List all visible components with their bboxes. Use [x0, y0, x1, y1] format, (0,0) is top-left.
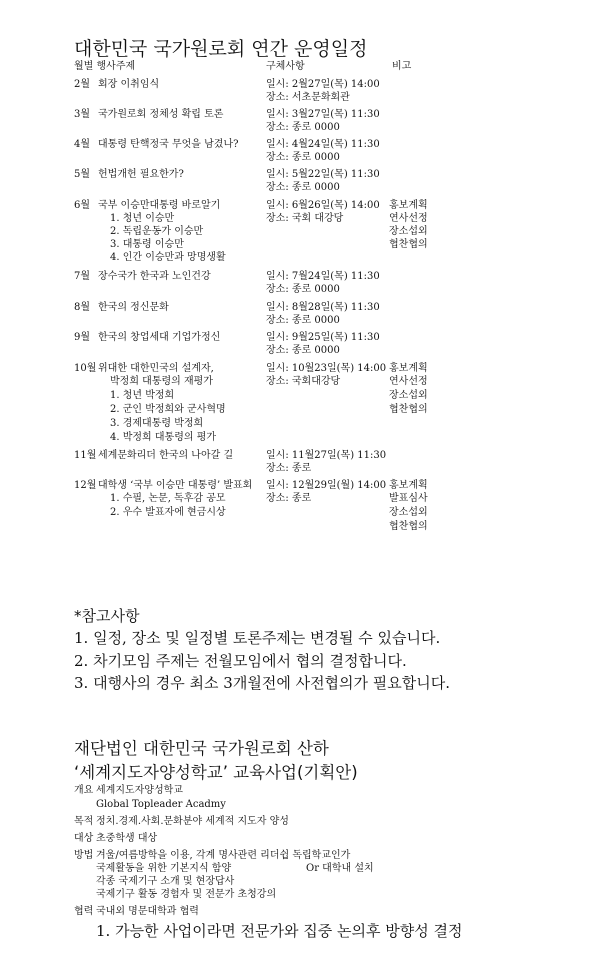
row-month: 9월	[74, 332, 91, 343]
row-subitem: 2. 우수 발표자에 현금시상	[110, 507, 226, 518]
reference-item: 2. 차기모임 주제는 전월모임에서 협의 결정합니다.	[74, 652, 407, 670]
row-venue: 장소: 종로 0000	[266, 284, 340, 295]
purpose-label: 목적	[74, 816, 94, 827]
row-note: 홍보계획	[389, 363, 428, 374]
row-topic: 회장 이취임식	[98, 79, 160, 90]
row-subitem: 2. 독립운동가 이승만	[110, 226, 204, 237]
row-topic: 국가원로회 정체성 확립 토론	[98, 109, 224, 120]
row-note: 연사선정	[389, 376, 428, 387]
row-subitem: 2. 군인 박정희와 군사혁명	[110, 404, 226, 415]
method-line: 국제기구 활동 경험자 및 전문가 초청강의	[96, 889, 277, 900]
row-datetime: 일시: 4월24일(목) 11:30	[266, 139, 380, 150]
cooperation-value: 국내외 명문대학과 협력	[96, 906, 199, 917]
row-month: 12월	[74, 480, 97, 491]
program-title-line1: 재단법인 대한민국 국가원로회 산하	[74, 739, 329, 758]
row-topic: 대통령 탄핵정국 무엇을 남겼나?	[98, 139, 239, 150]
row-topic: 대학생 ‘국부 이승만 대통령’ 발표회	[98, 480, 253, 491]
row-subitem: 1. 청년 박정희	[110, 390, 175, 401]
row-datetime: 일시: 6월26일(목) 14:00	[266, 200, 380, 211]
row-subitem: 4. 박정희 대통령의 평가	[110, 432, 217, 443]
row-note: 홍보계획	[389, 200, 428, 211]
final-note: 1. 가능한 사업이라면 전문가와 집중 논의후 방향성 결정	[96, 922, 463, 940]
row-note: 장소섭외	[389, 390, 428, 401]
overview-english: Global Topleader Acadmy	[96, 799, 226, 810]
row-month: 3월	[74, 109, 91, 120]
row-datetime: 일시: 11월27일(목) 11:30	[266, 450, 387, 461]
header-month-event: 월별 행사주제	[74, 61, 136, 72]
row-note: 홍보계획	[389, 480, 428, 491]
row-note: 발표심사	[389, 493, 428, 504]
row-month: 6월	[74, 200, 91, 211]
row-month: 4월	[74, 139, 91, 150]
overview-label: 개요	[74, 785, 94, 796]
row-venue: 장소: 서초문화회관	[266, 92, 350, 103]
row-topic: 위대한 대한민국의 설계자,	[98, 363, 214, 374]
row-note: 연사선정	[389, 213, 428, 224]
references-heading: *참고사항	[74, 607, 140, 625]
program-title-line2: ‘세계지도자양성학교’ 교육사업(기획안)	[74, 763, 358, 782]
row-subitem: 1. 청년 이승만	[110, 213, 175, 224]
schedule-title: 대한민국 국가원로회 연간 운영일정	[74, 38, 368, 60]
row-subitem: 4. 인간 이승만과 망명생활	[110, 252, 226, 263]
row-subitem: 3. 대통령 이승만	[110, 239, 184, 250]
row-month: 11월	[74, 450, 97, 461]
reference-item: 1. 일정, 장소 및 일정별 토론주제는 변경될 수 있습니다.	[74, 629, 441, 647]
row-datetime: 일시: 7월24일(목) 11:30	[266, 271, 380, 282]
row-venue: 장소: 종로 0000	[266, 152, 340, 163]
row-month: 7월	[74, 271, 91, 282]
target-value: 초중학생 대상	[96, 833, 158, 844]
method-value: 겨울/여름방학을 이용, 각계 명사관련 리더쉽 독립학교인가	[96, 850, 351, 861]
row-subitem: 3. 경제대통령 박정희	[110, 418, 204, 429]
method-line: 국제활동을 위한 기본지식 함양	[96, 863, 232, 874]
row-month: 8월	[74, 302, 91, 313]
row-topic: 헌법개헌 필요한가?	[98, 169, 184, 180]
row-venue: 장소: 종로	[266, 493, 312, 504]
reference-item: 3. 대행사의 경우 최소 3개월전에 사전협의가 필요합니다.	[74, 674, 451, 692]
row-note: 장소섭외	[389, 507, 428, 518]
header-detail: 구체사항	[266, 61, 305, 72]
row-datetime: 일시: 5월22일(목) 11:30	[266, 169, 380, 180]
row-note: 장소섭외	[389, 226, 428, 237]
method-label: 방법	[74, 850, 94, 861]
row-subitem: 1. 수필, 논문, 독후감 공모	[110, 493, 226, 504]
row-topic: 장수국가 한국과 노인건강	[98, 271, 211, 282]
row-topic: 국부 이승만대통령 바로알기	[98, 200, 221, 211]
row-note: 협찬협의	[389, 239, 428, 250]
row-topic-cont: 박정희 대통령의 재평가	[110, 376, 213, 387]
target-label: 대상	[74, 833, 94, 844]
row-topic: 세계문화리더 한국의 나아갈 길	[98, 450, 234, 461]
row-venue: 장소: 종로 0000	[266, 345, 340, 356]
method-line: 각종 국제기구 소개 및 현장답사	[96, 876, 235, 887]
purpose-value: 정치.경제.사회.문화분야 세계적 지도자 양성	[96, 816, 289, 827]
row-venue: 장소: 국회 대강당	[266, 213, 344, 224]
row-month: 2월	[74, 79, 91, 90]
row-note: 협찬협의	[389, 521, 428, 532]
row-topic: 한국의 정신문화	[98, 302, 169, 313]
header-note: 비고	[392, 61, 412, 72]
row-venue: 장소: 국회대강당	[266, 376, 341, 387]
row-month: 5월	[74, 169, 91, 180]
row-note: 협찬협의	[389, 404, 428, 415]
row-venue: 장소: 종로 0000	[266, 182, 340, 193]
overview-value: 세계지도자양성학교	[96, 785, 183, 796]
row-datetime: 일시: 9월25일(목) 11:30	[266, 332, 380, 343]
row-datetime: 일시: 2월27일(목) 14:00	[266, 79, 380, 90]
row-venue: 장소: 종로 0000	[266, 315, 340, 326]
row-month: 10월	[74, 363, 97, 374]
row-datetime: 일시: 8월28일(목) 11:30	[266, 302, 380, 313]
row-datetime: 일시: 3월27일(목) 11:30	[266, 109, 380, 120]
method-alt: Or 대학내 설치	[306, 863, 374, 874]
row-venue: 장소: 종로	[266, 463, 312, 474]
row-topic: 한국의 창업세대 기업가정신	[98, 332, 221, 343]
cooperation-label: 협력	[74, 906, 94, 917]
row-datetime: 일시: 10월23일(목) 14:00	[266, 363, 387, 374]
row-venue: 장소: 종로 0000	[266, 122, 340, 133]
row-datetime: 일시: 12월29일(월) 14:00	[266, 480, 387, 491]
